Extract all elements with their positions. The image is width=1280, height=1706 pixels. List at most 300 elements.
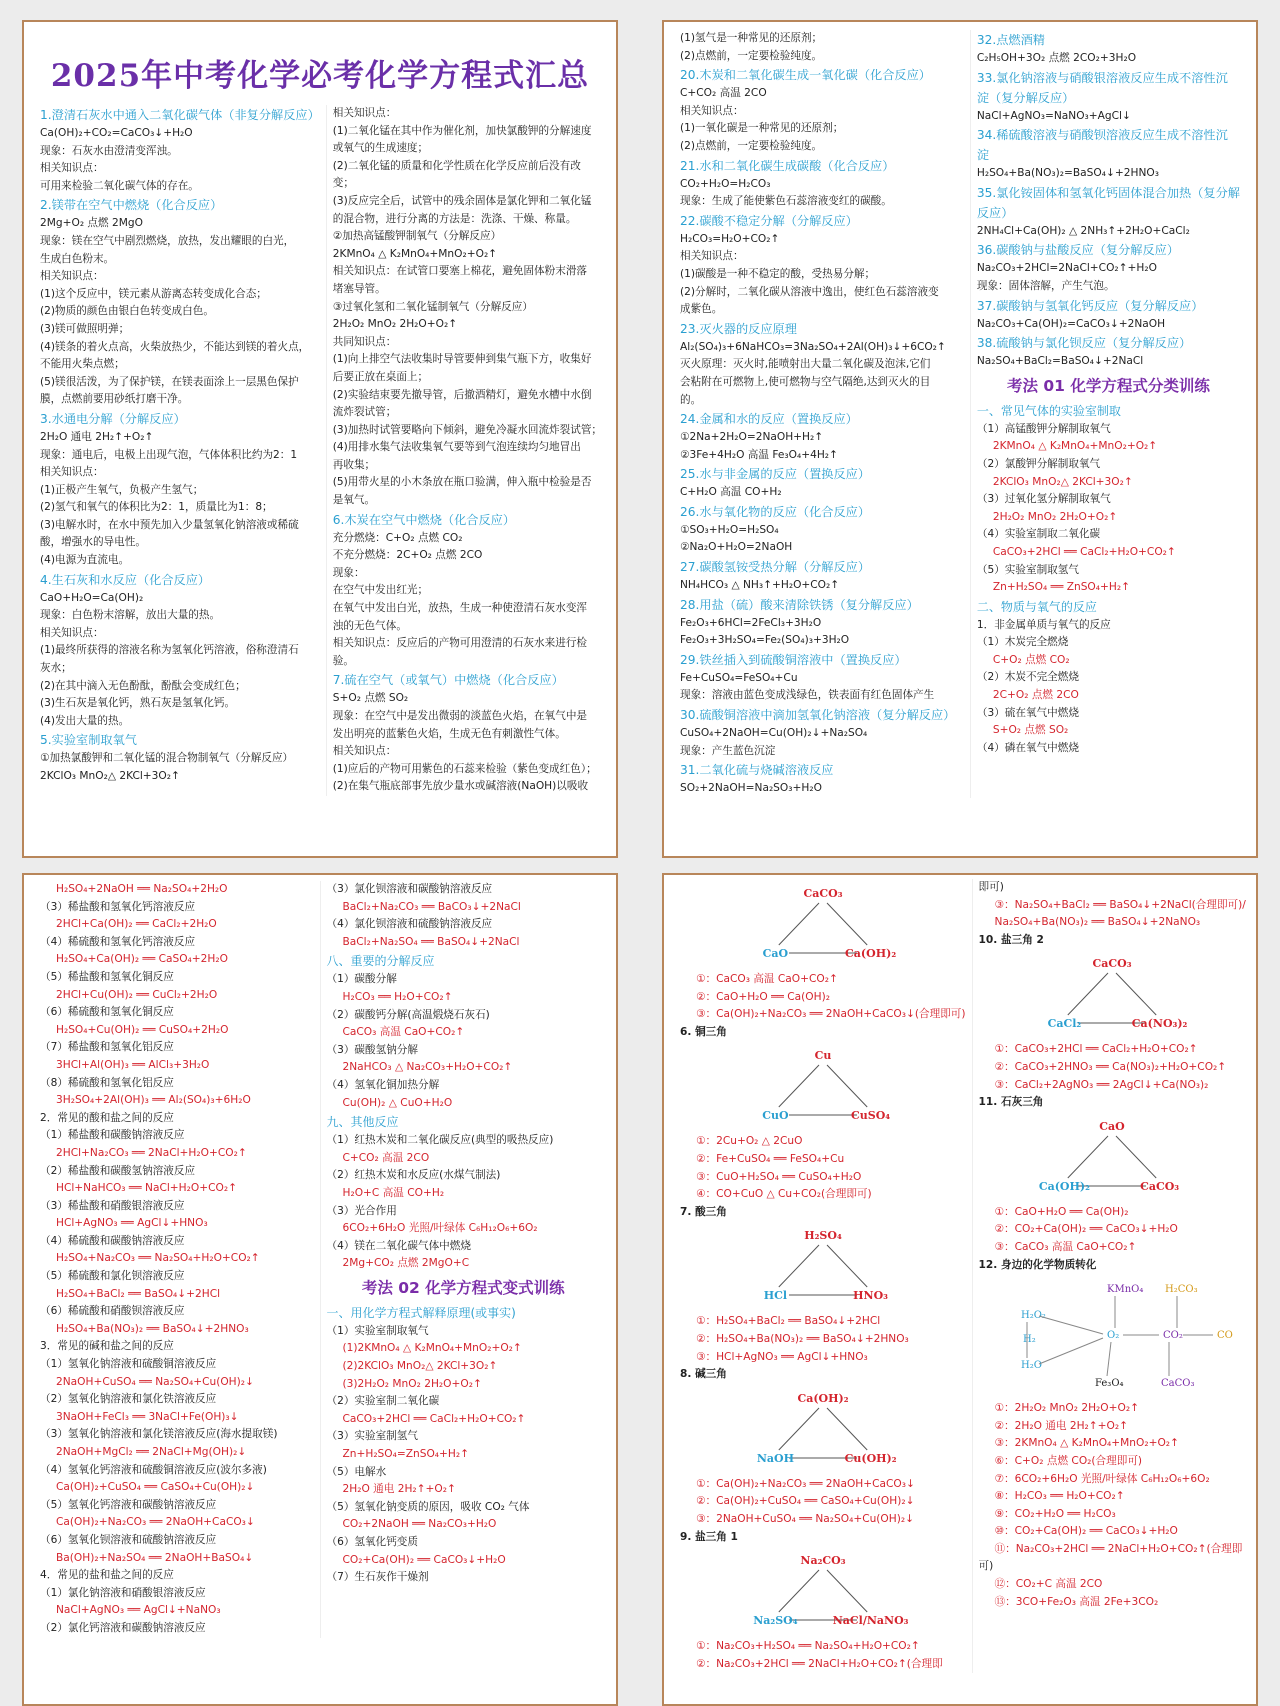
equation-line: (2)2KClO₃ MnO₂△ 2KCl+3O₂↑ <box>342 1360 498 1373</box>
text-line: （5）实验室制取氢气 <box>976 563 1079 576</box>
triangle-diagram-7 <box>1027 1116 1197 1200</box>
text-line: 验。 <box>332 654 354 667</box>
equation-line: H₂SO₄+BaCl₂ ══ BaSO₄↓+2HCl <box>56 1287 221 1300</box>
equation-line: 2HCl+Na₂CO₃ ══ 2NaCl+H₂O+CO₂↑ <box>56 1146 247 1159</box>
section-heading: 7.硫在空气（或氧气）中燃烧（化合反应） <box>332 673 564 688</box>
text-line: （3）稀盐酸和硝酸银溶液反应 <box>40 1199 185 1212</box>
text-line: 后要正放在桌面上； <box>332 370 429 383</box>
column-left <box>674 30 970 798</box>
section-heading: 一、常见气体的实验室制取 <box>976 403 1121 418</box>
text-line: 灭火原理：灭火时,能喷射出大量二氧化碳及泡沫,它们 <box>680 358 931 371</box>
section-heading: 1.澄清石灰水中通入二氧化碳气体（非复分解反应） <box>40 108 320 122</box>
equation-line: ①：2H₂O₂ MnO₂ 2H₂O+O₂↑ <box>994 1402 1139 1415</box>
equation-line: C+O₂ 点燃 CO₂ <box>992 653 1070 666</box>
section-heading: 3.水通电分解（分解反应） <box>40 411 186 426</box>
node-right: CuSO₄ <box>850 1109 890 1123</box>
text-line: （3）氯化钡溶液和碳酸钠溶液反应 <box>326 883 493 895</box>
text-line: 充分燃烧：C+O₂ 点燃 CO₂ <box>332 531 463 544</box>
text-line: Fe₂O₃+6HCl=2FeCl₃+3H₂O <box>680 616 822 629</box>
text-line: 变； <box>332 177 354 190</box>
text-line: （7）生石灰作干燥剂 <box>326 1571 429 1584</box>
arrow-line <box>779 1408 819 1450</box>
text-line: 现象：生成了能使紫色石蕊溶液变红的碳酸。 <box>680 195 892 208</box>
text-line: (3)镁可做照明弹； <box>40 322 130 335</box>
text-line: （5）氢氧化钙溶液和碳酸钠溶液反应 <box>40 1498 217 1511</box>
equation-line: ①：CaCO₃ 高温 CaO+CO₂↑ <box>696 973 838 985</box>
text-line: ①加热氯酸钾和二氧化锰的混合物制氧气（分解反应） <box>40 752 294 765</box>
equation-line: ③：CuO+H₂SO₄ ══ CuSO₄+H₂O <box>696 1170 862 1183</box>
section-heading: 23.灭火器的反应原理 <box>680 321 797 336</box>
text-line: 膜，点燃前要用砂纸打磨干净。 <box>40 393 189 406</box>
equation-line: Zn+H₂SO₄ ══ ZnSO₄+H₂↑ <box>992 581 1130 594</box>
text-line: 在氧气中发出白光，放热，生成一种使澄清石灰水变浑 <box>332 602 588 615</box>
text-line: 现象：白色粉末溶解，放出大量的热。 <box>40 609 221 622</box>
text-line: C₂H₅OH+3O₂ 点燃 2CO₂+3H₂O <box>976 52 1137 64</box>
node-left: Na₂SO₄ <box>752 1614 798 1628</box>
text-line: 相关知识点： <box>680 104 744 117</box>
text-line: (4)电源为直流电。 <box>40 554 130 567</box>
text-line: （5）氢氧化钠变质的原因，吸收 CO₂ 气体 <box>326 1500 530 1513</box>
equation-line: ②：Na₂CO₃+2HCl ══ 2NaCl+H₂O+CO₂↑(合理即 <box>696 1657 943 1670</box>
section-heading: 11. 石灰三角 <box>978 1096 1044 1109</box>
arrow-line <box>779 1570 819 1612</box>
text-line: 是氧气。 <box>332 494 376 507</box>
equation-line: H₂SO₄+Ca(OH)₂ ══ CaSO₄+2H₂O <box>56 953 228 966</box>
text-line: (1)一氧化碳是一种常见的还原剂； <box>680 122 844 135</box>
equation-line: ⑧：H₂CO₃ ══ H₂O+CO₂↑ <box>994 1490 1125 1503</box>
equation-line: Ca(OH)₂+Na₂CO₃ ══ 2NaOH+CaCO₃↓ <box>56 1516 255 1529</box>
arrow-line <box>779 1065 819 1107</box>
text-line: (2)物质的颜色由银白色转变成白色。 <box>40 305 214 318</box>
conversion-network-diagram <box>987 1278 1237 1396</box>
equation-line: ③：2KMnO₄ △ K₂MnO₄+MnO₂+O₂↑ <box>994 1437 1179 1450</box>
text-line: (1)这个反应中，镁元素从游离态转变成化合态； <box>40 287 267 300</box>
equation-line: ①：CaCO₃+2HCl ══ CaCl₂+H₂O+CO₂↑ <box>994 1043 1198 1056</box>
equation-line: (1)2KMnO₄ △ K₂MnO₄+MnO₂+O₂↑ <box>342 1342 522 1355</box>
node-fe3o4: Fe₃O₄ <box>1095 1378 1124 1390</box>
column-right <box>970 30 1246 798</box>
text-line: （4）稀硫酸和氢氧化钙溶液反应 <box>40 935 196 948</box>
text-line: 可用来检验二氧化碳气体的存在。 <box>40 179 199 192</box>
page-4 <box>662 873 1258 1706</box>
equation-list <box>979 1041 1246 1094</box>
section-heading: 35.氯化铵固体和氢氧化钙固体混合加热（复分解 <box>976 185 1240 200</box>
section-heading: 9. 盐三角 1 <box>680 1530 738 1543</box>
node-co: CO <box>1217 1330 1234 1342</box>
arrow-line <box>827 1065 867 1107</box>
equation-line: CO₂+2NaOH ══ Na₂CO₃+H₂O <box>342 1518 497 1531</box>
section-heading: 6.木炭在空气中燃烧（化合反应） <box>332 512 516 527</box>
section-heading: 26.水与氧化物的反应（化合反应） <box>680 504 871 519</box>
text-line: （6）稀硫酸和氢氧化铜反应 <box>40 1006 174 1019</box>
text-line: 相关知识点：反应后的产物可用澄清的石灰水来进行检 <box>332 637 588 650</box>
text-line: （2）氯酸钾分解制取氧气 <box>976 457 1101 470</box>
node-top: H₂SO₄ <box>803 1229 842 1243</box>
text-line: 相关知识点： <box>680 250 744 263</box>
text-line: (2)在其中滴入无色酚酞，酚酞会变成红色； <box>40 679 246 692</box>
text-line: H₂SO₄+Ba(NO₃)₂=BaSO₄↓+2HNO₃ <box>976 167 1159 180</box>
equation-line: BaCl₂+Na₂SO₄ ══ BaSO₄↓+2NaCl <box>342 935 520 948</box>
text-line: 现象：溶液由蓝色变成浅绿色，铁表面有红色固体产生 <box>680 689 935 702</box>
text-line: CuSO₄+2NaOH=Cu(OH)₂↓+Na₂SO₄ <box>680 727 868 740</box>
equation-line: ⑬：3CO+Fe₂O₃ 高温 2Fe+3CO₂ <box>994 1595 1159 1608</box>
text-line: NH₄HCO₃ △ NH₃↑+H₂O+CO₂↑ <box>680 579 840 592</box>
equation-line: ②：Fe+CuSO₄ ══ FeSO₄+Cu <box>696 1152 845 1165</box>
text-line: SO₂+2NaOH=Na₂SO₃+H₂O <box>680 782 822 795</box>
section-heading: 12. 身边的化学物质转化 <box>978 1258 1097 1271</box>
text-line: 在空气中发出红光； <box>332 584 429 597</box>
column-left <box>674 879 972 1673</box>
text-line: （3）实验室制氢气 <box>326 1430 418 1443</box>
text-line: （8）稀硫酸和氢氧化铝反应 <box>40 1076 174 1089</box>
node-right: Ca(NO₃)₂ <box>1132 1017 1188 1031</box>
node-h2co3: H₂CO₃ <box>1165 1284 1198 1296</box>
equation-line: ①：Na₂CO₃+H₂SO₄ ══ Na₂SO₄+H₂O+CO₂↑ <box>696 1640 920 1653</box>
text-line: CO₂+H₂O=H₂CO₃ <box>680 177 771 190</box>
equation-line: CaCO₃+2HCl ══ CaCl₂+H₂O+CO₂↑ <box>992 545 1176 558</box>
equation-line: ⑥：C+O₂ 点燃 CO₂(合理即可) <box>994 1454 1143 1467</box>
section-heading: 淀（复分解反应） <box>976 90 1075 105</box>
text-line: (3)反应完全后，试管中的残余固体是氯化钾和二氧化锰 <box>332 194 592 207</box>
text-line: （6）稀硫酸和硝酸钡溶液反应 <box>40 1305 185 1318</box>
section-heading: 8. 碱三角 <box>680 1368 727 1381</box>
text-line: （1）稀盐酸和碳酸钠溶液反应 <box>40 1129 185 1142</box>
text-line: （5）稀硫酸和氯化钡溶液反应 <box>40 1270 185 1283</box>
triangle-diagram-2 <box>738 1045 908 1129</box>
text-line: 2H₂O 通电 2H₂↑+O₂↑ <box>40 430 154 443</box>
equation-list <box>979 1400 1246 1611</box>
text-line: （6）氢氧化钡溶液和硫酸钠溶液反应 <box>40 1533 217 1546</box>
equation-line: 2H₂O₂ MnO₂ 2H₂O+O₂↑ <box>992 510 1118 523</box>
section-heading: 5.实验室制取氧气 <box>40 733 137 748</box>
equation-list <box>979 879 1246 932</box>
equation-line: HCl+AgNO₃ ══ AgCl↓+HNO₃ <box>56 1217 208 1230</box>
text-line: Na₂CO₃+Ca(OH)₂=CaCO₃↓+2NaOH <box>976 317 1166 330</box>
node-right: Cu(OH)₂ <box>844 1451 897 1465</box>
text-line: 共同知识点： <box>332 335 397 348</box>
equation-line: Ba(OH)₂+Na₂SO₄ ══ 2NaOH+BaSO₄↓ <box>56 1551 254 1564</box>
text-line: （4）氯化钡溶液和硫酸钠溶液反应 <box>326 918 493 931</box>
text-line: （3）过氧化氢分解制取氧气 <box>976 493 1111 506</box>
section-heading: 7. 酸三角 <box>680 1205 727 1218</box>
equation-line: 2HCl+Ca(OH)₂ ══ CaCl₂+2H₂O <box>56 918 217 931</box>
text-line: 2H₂O₂ MnO₂ 2H₂O+O₂↑ <box>332 318 458 331</box>
section-heading: 22.碳酸不稳定分解（分解反应） <box>680 213 858 228</box>
equation-line: H₂SO₄+Ba(NO₃)₂ ══ BaSO₄↓+2HNO₃ <box>56 1322 249 1335</box>
equation-line: ①：CaO+H₂O ══ Ca(OH)₂ <box>994 1205 1129 1218</box>
equation-line: Cu(OH)₂ △ CuO+H₂O <box>342 1096 453 1109</box>
section-heading: 20.木炭和二氧化碳生成一氧化碳（化合反应） <box>680 68 931 83</box>
text-line: 2KClO₃ MnO₂△ 2KCl+3O₂↑ <box>40 770 180 782</box>
text-line: 酸，增强水的导电性。 <box>40 536 146 549</box>
text-line: 成紫色。 <box>680 303 723 316</box>
arrow-line <box>779 903 819 945</box>
text-line: 相关知识点： <box>40 466 104 479</box>
text-line: (3)加热时试管要略向下倾斜，避免冷凝水回流炸裂试管； <box>332 423 603 436</box>
text-line: （5）稀盐酸和氢氧化铜反应 <box>40 970 174 983</box>
node-left: CaO <box>762 947 788 960</box>
equation-line: 2Mg+CO₂ 点燃 2MgO+C <box>342 1257 470 1270</box>
text-line: (1)最终所获得的溶液名称为氢氧化钙溶液，俗称澄清石 <box>40 644 299 657</box>
node-caco3: CaCO₃ <box>1161 1378 1195 1390</box>
section-heading: 34.稀硫酸溶液与硝酸钡溶液反应生成不溶性沉 <box>976 128 1228 143</box>
column-right <box>326 105 608 796</box>
arrow-line <box>827 1570 867 1612</box>
arrow-line <box>1068 1136 1108 1178</box>
equation-line: H₂SO₄+2NaOH ══ Na₂SO₄+2H₂O <box>56 883 228 895</box>
equation-line: ②：H₂SO₄+Ba(NO₃)₂ ══ BaSO₄↓+2HNO₃ <box>696 1332 909 1345</box>
node-top: Cu <box>814 1049 832 1063</box>
equation-line: H₂O+C 高温 CO+H₂ <box>342 1186 445 1199</box>
equation-line: H₂CO₃ ══ H₂O+CO₂↑ <box>342 990 453 1003</box>
text-line: Fe+CuSO₄=FeSO₄+Cu <box>680 671 798 684</box>
section-heading: 一、用化学方程式解释原理(或事实) <box>326 1305 516 1320</box>
node-right: CaCO₃ <box>1140 1179 1180 1193</box>
equation-line: 2KMnO₄ △ K₂MnO₄+MnO₂+O₂↑ <box>992 440 1158 453</box>
text-line: （2）氯化钙溶液和碳酸钠溶液反应 <box>40 1621 206 1634</box>
text-line: (2)在集气瓶底部事先放少量水或碱溶液(NaOH)以吸收 <box>332 780 589 793</box>
text-line: 再收集； <box>332 458 376 471</box>
equation-line: H₂SO₄+Na₂CO₃ ══ Na₂SO₄+H₂O+CO₂↑ <box>56 1252 260 1265</box>
text-line: (4)用排水集气法收集氧气要等到气泡连续均匀地冒出 <box>332 441 581 454</box>
text-line: (4)镁条的着火点高，火柴放热少，不能达到镁的着火点， <box>40 340 310 353</box>
equation-line: ③：HCl+AgNO₃ ══ AgCl↓+HNO₃ <box>696 1350 868 1363</box>
text-line: (1)氢气是一种常见的还原剂； <box>680 32 823 44</box>
node-h2o2: H₂O₂ <box>1021 1310 1047 1322</box>
text-line: ①SO₃+H₂O=H₂SO₄ <box>680 523 779 536</box>
text-line: 不充分燃烧：2C+O₂ 点燃 2CO <box>332 549 483 562</box>
section-heading: 24.金属和水的反应（置换反应） <box>680 412 858 427</box>
text-line: 2Mg+O₂ 点燃 2MgO <box>40 217 143 230</box>
text-line: (2)二氧化锰的质量和化学性质在化学反应前后没有改 <box>332 159 581 172</box>
node-co2: CO₂ <box>1163 1330 1184 1342</box>
text-line: 的。 <box>680 393 702 406</box>
text-line: （4）稀硫酸和碳酸钠溶液反应 <box>40 1234 185 1247</box>
text-line: 1．非金属单质与氧气的反应 <box>976 618 1111 631</box>
section-heading: 38.硫酸钠与氯化钡反应（复分解反应） <box>976 336 1192 351</box>
text-line: (2)点燃前，一定要检验纯度。 <box>680 49 823 62</box>
section-heading: 二、物质与氧气的反应 <box>976 599 1097 614</box>
arrow-line <box>779 1245 819 1287</box>
section-heading: 30.硫酸铜溶液中滴加氢氧化钠溶液（复分解反应） <box>680 708 956 723</box>
equation-line: ③：Ca(OH)₂+Na₂CO₃ ══ 2NaOH+CaCO₃↓(合理即可) <box>696 1008 966 1021</box>
column-right <box>320 881 607 1638</box>
text-line: 相关知识点： <box>40 162 104 175</box>
equation-line: H₂SO₄+Cu(OH)₂ ══ CuSO₄+2H₂O <box>56 1023 229 1036</box>
equation-line: ⑦：6CO₂+6H₂O 光照/叶绿体 C₆H₁₂O₆+6O₂ <box>994 1472 1210 1485</box>
equation-line: NaCl+AgNO₃ ══ AgCl↓+NaNO₃ <box>56 1604 221 1617</box>
node-left: Ca(OH)₂ <box>1039 1179 1091 1193</box>
text-line: （3）氢氧化钠溶液和氯化镁溶液反应(海水提取镁) <box>40 1428 278 1441</box>
page-1 <box>22 20 618 858</box>
text-line: （4）氢氧化铜加热分解 <box>326 1078 440 1091</box>
equation-list <box>979 1204 1246 1257</box>
equation-line: ①：H₂SO₄+BaCl₂ ══ BaSO₄↓+2HCl <box>696 1315 881 1328</box>
equation-line: ⑩：CO₂+Ca(OH)₂ ══ CaCO₃↓+H₂O <box>994 1525 1178 1538</box>
equation-line: ②：CaO+H₂O ══ Ca(OH)₂ <box>696 990 830 1003</box>
node-left: CuO <box>761 1109 789 1123</box>
text-line: 的混合物，进行分离的方法是：洗涤、干燥、称量。 <box>332 212 577 225</box>
section-heading: 八、重要的分解反应 <box>326 954 435 969</box>
equation-list <box>680 971 966 1024</box>
text-line: (3)生石灰是氧化钙，熟石灰是氢氧化钙。 <box>40 697 236 710</box>
equation-line: ③：CaCO₃ 高温 CaO+CO₂↑ <box>994 1240 1137 1253</box>
text-line: S+O₂ 点燃 SO₂ <box>332 692 409 705</box>
text-line: 2KMnO₄ △ K₂MnO₄+MnO₂+O₂↑ <box>332 247 498 260</box>
equation-line: ①：Ca(OH)₂+Na₂CO₃ ══ 2NaOH+CaCO₃↓ <box>696 1477 915 1490</box>
text-line: CaO+H₂O=Ca(OH)₂ <box>40 591 144 604</box>
text-line: 现象：石灰水由澄清变浑浊。 <box>40 144 178 157</box>
text-line: 现象：产生蓝色沉淀 <box>680 744 776 757</box>
text-line: （1）红热木炭和二氧化碳反应(典型的吸热反应) <box>326 1134 554 1147</box>
text-line: (1)正极产生氧气，负极产生氢气； <box>40 483 204 496</box>
node-o2: O₂ <box>1107 1330 1120 1342</box>
arrow-line <box>827 1245 867 1287</box>
section-heading: 37.碳酸钠与氢氧化钙反应（复分解反应） <box>976 298 1204 313</box>
text-line: (2)氢气和氧气的体积比为2：1，质量比为1：8； <box>40 501 273 514</box>
section-heading: 考法 01 化学方程式分类训练 <box>1006 376 1210 395</box>
text-line: 生成白色粉末。 <box>40 252 115 265</box>
triangle-diagram-3 <box>738 1225 908 1309</box>
equation-line: 2NaOH+CuSO₄ ══ Na₂SO₄+Cu(OH)₂↓ <box>56 1375 254 1388</box>
section-heading: 10. 盐三角 2 <box>978 933 1044 946</box>
text-line: 3．常见的碱和盐之间的反应 <box>40 1340 174 1353</box>
node-top: Na₂CO₃ <box>800 1554 846 1568</box>
text-line: 即可) <box>978 881 1004 893</box>
text-line: Ca(OH)₂+CO₂=CaCO₃↓+H₂O <box>40 127 193 139</box>
text-line: 浊的无色气体。 <box>332 619 407 632</box>
equation-list <box>680 1638 966 1673</box>
equation-line: ⑨：CO₂+H₂O ══ H₂CO₃ <box>994 1507 1116 1520</box>
equation-line: 3NaOH+FeCl₃ ══ 3NaCl+Fe(OH)₃↓ <box>56 1410 239 1423</box>
section-heading: 4.生石灰和水反应（化合反应） <box>40 572 211 587</box>
text-line: C+CO₂ 高温 2CO <box>680 87 767 100</box>
equation-line: BaCl₂+Na₂CO₃ ══ BaCO₃↓+2NaCl <box>342 900 521 913</box>
section-heading: 反应） <box>976 205 1014 220</box>
section-heading: 考法 02 化学方程式变式训练 <box>361 1278 565 1297</box>
section-heading: 31.二氧化硫与烧碱溶液反应 <box>680 763 834 778</box>
text-line: 现象：镁在空气中剧烈燃烧，放热，发出耀眼的白光， <box>40 234 295 247</box>
arrow-line <box>1116 1136 1156 1178</box>
equation-line: ③：2NaOH+CuSO₄ ══ Na₂SO₄+Cu(OH)₂↓ <box>696 1512 914 1525</box>
text-line: (3)电解水时，在水中预先加入少量氢氧化钠溶液或稀硫 <box>40 518 299 531</box>
text-line: Fe₂O₃+3H₂SO₄=Fe₂(SO₄)₃+3H₂O <box>680 634 850 647</box>
equation-line: CaCO₃+2HCl ══ CaCl₂+H₂O+CO₂↑ <box>342 1412 526 1425</box>
text-line: （2）碳酸钙分解(高温煅烧石灰石) <box>326 1008 490 1021</box>
text-line: (2)点燃前，一定要检验纯度。 <box>680 139 823 152</box>
equation-line: ②：2H₂O 通电 2H₂↑+O₂↑ <box>994 1419 1129 1432</box>
arrow-line <box>827 1408 867 1450</box>
text-line: 或氧气的生成速度； <box>332 142 429 155</box>
triangle-diagram-6 <box>1027 953 1197 1037</box>
text-line: 相关知识点： <box>332 745 397 758</box>
section-heading: 27.碳酸氢铵受热分解（分解反应） <box>680 560 871 575</box>
text-line: （4）镁在二氧化碳气体中燃烧 <box>326 1239 471 1252</box>
text-line: （4）磷在氧气中燃烧 <box>976 741 1079 754</box>
text-line: NaCl+AgNO₃=NaNO₃+AgCl↓ <box>976 109 1131 122</box>
page-2 <box>662 20 1258 858</box>
equation-line: ①：2Cu+O₂ △ 2CuO <box>696 1135 803 1148</box>
equation-line: ③：Na₂SO₄+BaCl₂ ══ BaSO₄↓+2NaCl(合理即可)/ <box>994 898 1246 911</box>
node-h2o: H₂O <box>1021 1360 1043 1372</box>
text-line: 发出明亮的蓝紫色火焰，生成无色有刺激性气体。 <box>332 727 566 740</box>
text-line: （2）氢氧化钠溶液和氯化铁溶液反应 <box>40 1393 217 1406</box>
section-heading: 6. 铜三角 <box>680 1025 727 1038</box>
text-line: 2．常见的酸和盐之间的反应 <box>40 1111 174 1124</box>
equation-line: S+O₂ 点燃 SO₂ <box>992 724 1069 737</box>
arrow-line <box>1068 973 1108 1015</box>
arrow-line <box>827 903 867 945</box>
section-heading: 36.碳酸钠与盐酸反应（复分解反应） <box>976 243 1180 258</box>
node-top: CaO <box>1099 1119 1125 1133</box>
equation-line: 6CO₂+6H₂O 光照/叶绿体 C₆H₁₂O₆+6O₂ <box>342 1222 538 1235</box>
text-line: （2）红热木炭和水反应(水煤气制法) <box>326 1169 501 1182</box>
node-left: NaOH <box>756 1451 794 1465</box>
equation-line: 2HCl+Cu(OH)₂ ══ CuCl₂+2H₂O <box>56 988 218 1001</box>
equation-line: (3)2H₂O₂ MnO₂ 2H₂O+O₂↑ <box>342 1377 482 1390</box>
text-line: （7）稀盐酸和氢氧化铝反应 <box>40 1041 174 1054</box>
text-line: ②Na₂O+H₂O=2NaOH <box>680 541 793 554</box>
node-top: CaCO₃ <box>1092 957 1132 971</box>
equation-list <box>680 1133 966 1203</box>
text-line: （3）稀盐酸和氢氧化钙溶液反应 <box>40 900 196 913</box>
text-line: （1）高锰酸钾分解制取氧气 <box>976 422 1111 435</box>
section-heading: 2.镁带在空气中燃烧（化合反应） <box>40 198 223 213</box>
equation-line: HCl+NaHCO₃ ══ NaCl+H₂O+CO₂↑ <box>56 1182 237 1195</box>
equation-list <box>680 1313 966 1366</box>
text-line: 现象：固体溶解，产生气泡。 <box>976 279 1115 292</box>
text-line: （1）碳酸分解 <box>326 973 397 986</box>
text-line: 不能用火柴点燃； <box>40 358 125 371</box>
text-line: (1)二氧化锰在其中作为催化剂，加快氯酸钾的分解速度 <box>332 124 592 137</box>
text-line: (5)用带火星的小木条放在瓶口验满，伸入瓶中检验是否 <box>332 476 592 489</box>
text-line: （2）实验室制二氧化碳 <box>326 1395 440 1408</box>
equation-line: 2KClO₃ MnO₂△ 2KCl+3O₂↑ <box>992 475 1133 488</box>
equation-line: ②：CO₂+Ca(OH)₂ ══ CaCO₃↓+H₂O <box>994 1223 1178 1236</box>
equation-line: 2H₂O 通电 2H₂↑+O₂↑ <box>342 1483 456 1496</box>
equation-line: Na₂SO₄+Ba(NO₃)₂ ══ BaSO₄↓+2NaNO₃ <box>994 916 1201 929</box>
text-line: 相关知识点： <box>332 107 397 119</box>
text-line: （1）木炭完全燃烧 <box>976 636 1069 649</box>
section-heading: 25.水与非金属的反应（置换反应） <box>680 467 871 482</box>
equation-line: 3H₂SO₄+2Al(OH)₃ ══ Al₂(SO₄)₃+6H₂O <box>56 1094 251 1107</box>
column-left <box>34 881 320 1638</box>
text-line: （5）电解水 <box>326 1465 387 1478</box>
section-heading: 32.点燃酒精 <box>976 33 1045 47</box>
section-heading: 33.氯化钠溶液与硝酸银溶液反应生成不溶性沉 <box>976 70 1228 85</box>
text-line: 堵塞导管。 <box>332 282 386 295</box>
triangle-diagram-4 <box>738 1388 908 1472</box>
text-line: （3）碳酸氢钠分解 <box>326 1043 418 1056</box>
text-line: 可) <box>978 1560 994 1573</box>
node-kmno4: KMnO₄ <box>1107 1284 1144 1296</box>
text-line: （2）木炭不完全燃烧 <box>976 671 1079 684</box>
section-heading: 淀 <box>976 148 990 163</box>
equation-line: Ca(OH)₂+CuSO₄ ══ CaSO₄+Cu(OH)₂↓ <box>56 1481 255 1494</box>
section-heading: 九、其他反应 <box>326 1115 399 1130</box>
node-left: CaCl₂ <box>1047 1017 1082 1031</box>
column-right <box>972 879 1252 1673</box>
section-heading: 28.用盐（硫）酸来清除铁锈（复分解反应） <box>680 597 919 612</box>
equation-line: ⑪：Na₂CO₃+2HCl ══ 2NaCl+H₂O+CO₂↑(合理即 <box>994 1542 1243 1555</box>
text-line: 现象： <box>332 566 365 579</box>
text-line: （6）氢氧化钙变质 <box>326 1536 418 1548</box>
node-left: HCl <box>763 1289 787 1303</box>
equation-line: ②：CaCO₃+2HNO₃ ══ Ca(NO₃)₂+H₂O+CO₂↑ <box>994 1060 1227 1073</box>
text-line: H₂CO₃=H₂O+CO₂↑ <box>680 232 780 245</box>
triangle-diagram-1 <box>738 883 908 967</box>
equation-line: Zn+H₂SO₄=ZnSO₄+H₂↑ <box>342 1448 469 1461</box>
